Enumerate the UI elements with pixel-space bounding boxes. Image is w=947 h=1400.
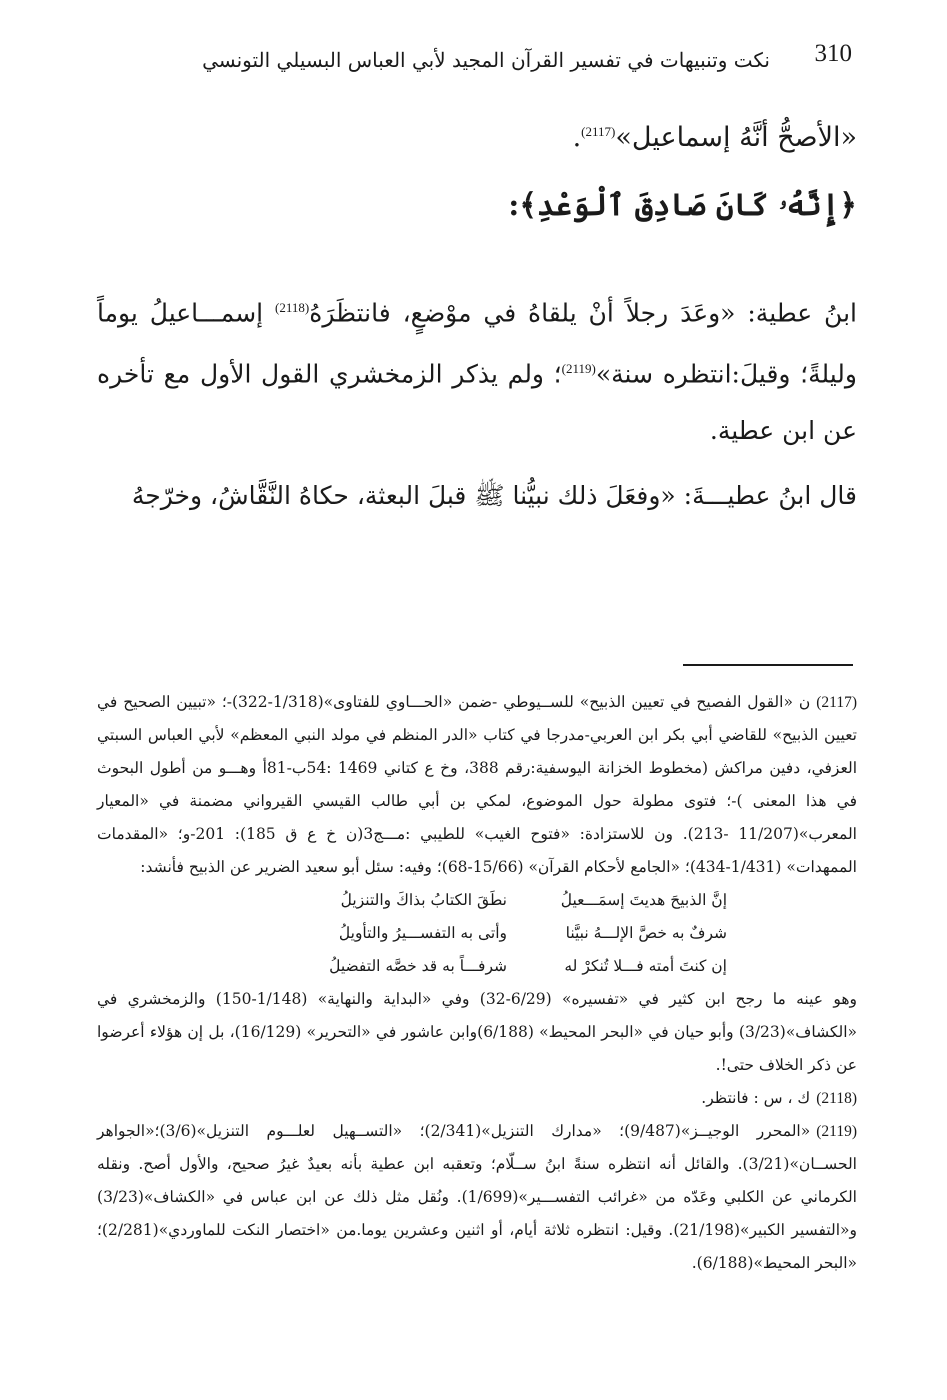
verse-heading: ﴿إِنَّهُۥ كَانَ صَادِقَ ٱلْوَعْدِ﴾: (508, 188, 857, 223)
page-header (180, 38, 860, 88)
paragraph-text: ابنُ عطية: «وعَدَ رجلاً أنْ يلقاهُ في موْضعٍ، فانتظَرَهُ (309, 298, 857, 328)
footnote-text: ك ، س : فانتظر. (701, 1089, 811, 1107)
poem-hemistich: إن كنتَ أمته فـــلا تُنكرْ له (564, 957, 727, 975)
paragraph-ibn-atiyya (97, 280, 857, 459)
poem-hemistich: شرفٌ به خصَّ الإلـــهُ نبيَّنا (565, 924, 727, 942)
footnote-text: وهو عينه ما رجح ابن كثير في «تفسيره» (6/29-32) وفي «البداية والنهاية» (1/148-150) والزمخشري في «الكشاف»(3/23) وأبو حيان في «البحر المحيط» (6/188)وابن عاشور في «التحرير» (16/129)، بل إن هؤلاء أعرضوا عن ذكر الخلاف حتى!. (97, 990, 857, 1074)
footnotes (97, 686, 857, 1280)
page-number: 310 (814, 40, 852, 67)
footnote-2117 (97, 686, 857, 1082)
footnote-text: ن «القول الفصيح في تعيين الذبيح» للســيوطي -ضمن «الحـــاوي للفتاوى»(1/318-322)-؛ «تبيين الصحيح في تعيين الذبيح» للقاضي أبي بكر ابن العربي-مدرجا في كتاب «الدر المنظم في مولد النبي المعظم» لأبي العباس السبتي العزفي، دفين مراكش (مخطوط الخزانة اليوسفية:رقم 388، وخ ع كتاني 1469 :54ب-81أ وهـــو من أطول البحوث في هذا المعنى )-؛ فتوى مطولة حول الموضوع، لمكي بن أبي طالب القيسي القيرواني مضمنة في «المعيار المعرب»(11/207 -213). ون للاستزادة: «فتوح الغيب» للطيبي :مـــج3(ن خ ع ق 185): 201-و؛ «المقدمات الممهدات» (1/431-434)؛ «الجامع لأحكام القرآن» (15/66-68)؛ وفيه: سئل أبو سعيد الضرير عن الذبيح فأنشد: (97, 693, 857, 876)
poem-line (97, 950, 857, 983)
footnote-2119 (97, 1115, 857, 1280)
footnote-number: (2117) (816, 694, 857, 711)
poem-line (97, 917, 857, 950)
paragraph-continued: قال ابنُ عطيـــةَ: «وفعَلَ ذلك نبيُّنا ﷺ قبلَ البعثة، حكاهُ النَّقَّاشُ، وخرّجهُ (131, 481, 857, 510)
footnote-ref: (2119) (561, 361, 596, 377)
poem-hemistich: إنَّ الذبيحَ هديتَ إسمَـــعيلُ (560, 891, 727, 909)
poem-hemistich: وأتى به التفســـيرُ والتأويلُ (338, 924, 507, 942)
poem-line (97, 884, 857, 917)
footnote-separator (683, 664, 853, 666)
footnote-text: «المحرر الوجيــز»(9/487)؛ «مدارك التنزيل»(2/341)؛ «التســهيل لعلـــوم التنزيل»(3/6)؛«الجواهر الحســان»(3/21). والقائل أنه انتظره سنةً ابنُ ســلّام؛ وتعقبه ابن عطية بأنه بعيدٌ غيرُ صحيح، والأول أصح. ونقله الكرماني عن الكلبي وعَدّه من «غرائب التفســـير»(1/699). ونُقل مثل ذلك عن ابن عباس في «الكشاف»(3/23) و«التفسير الكبير»(21/198). وقيل: انتظره ثلاثة أيام، أو اثنين وعشرين يوما.من «اختصار النكت للماوردي»(2/281)؛ «البحر المحيط»(6/188). (97, 1122, 857, 1272)
footnote-number: (2119) (816, 1123, 858, 1140)
poem-hemistich: نطَقَ الكتابُ بذاكَ والتنزيلُ (340, 891, 507, 909)
footnote-ref: (2118) (275, 300, 310, 315)
footnote-ref: (2117) (581, 124, 616, 139)
footnote-2118 (97, 1082, 857, 1115)
paragraph-text: ؛ ولم يذكر الزمخشري القول الأول مع تأخره عن ابن عطية. (97, 359, 857, 445)
opening-line-end: . (572, 122, 582, 153)
footnote-number: (2118) (816, 1090, 857, 1107)
paragraph-text: إسمـــاعيلُ يوماً وليلةً؛ وقيلَ:انتظره سنة» (97, 298, 857, 389)
opening-line (97, 122, 857, 153)
poem-hemistich: شرفـــاً به قد خصَّه التفضيلُ (329, 957, 507, 975)
running-title: نكت وتنبيهات في تفسير القرآن المجيد لأبي العباس البسيلي التونسي (202, 48, 770, 72)
opening-quote: «الأصحُّ أنَّهُ إسماعيل» (615, 122, 857, 153)
